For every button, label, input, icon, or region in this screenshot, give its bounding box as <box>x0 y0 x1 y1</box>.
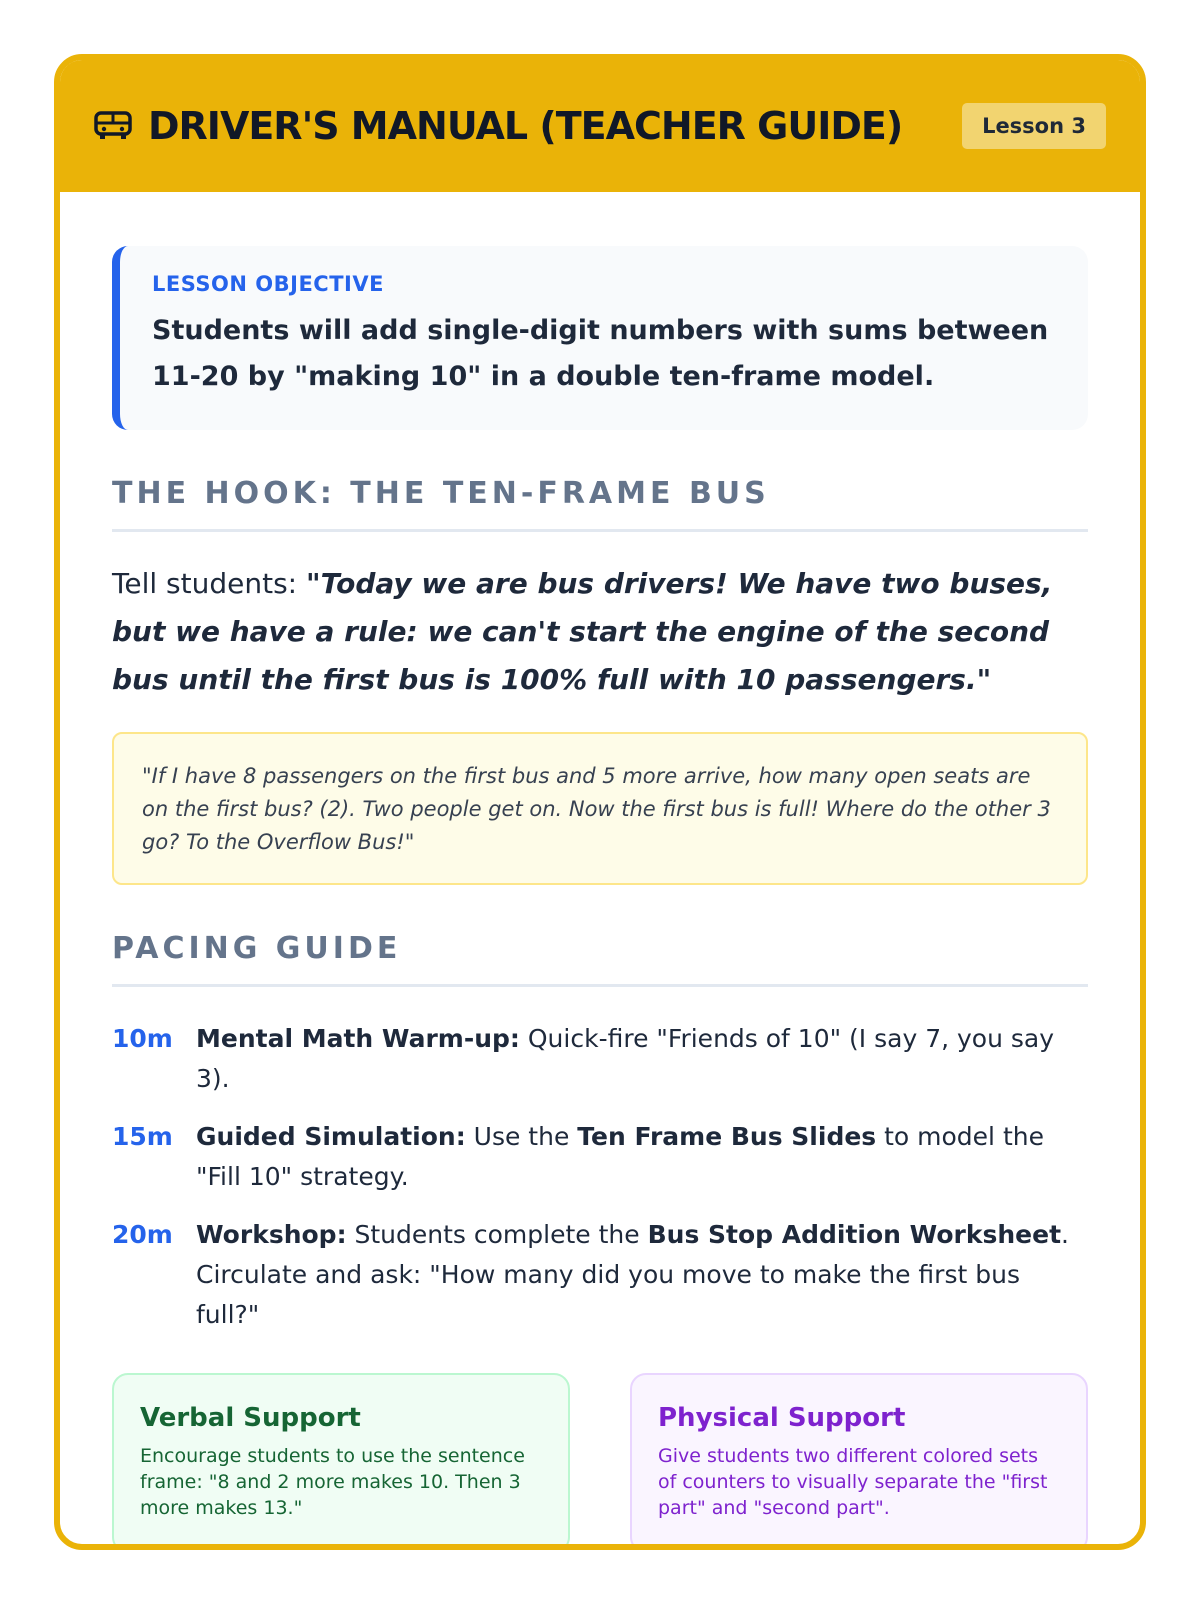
physical-support-box <box>630 1373 1088 1550</box>
support-section <box>112 1373 1088 1550</box>
hook-paragraph <box>112 560 1088 704</box>
pacing-time: 20m <box>112 1220 173 1249</box>
pacing-item <box>112 1215 1088 1335</box>
hook-intro: Tell students: <box>112 567 298 600</box>
pacing-heading: PACING GUIDE <box>112 931 1088 987</box>
page-title: DRIVER'S MANUAL (TEACHER GUIDE) <box>148 104 903 148</box>
pacing-label: Workshop: <box>196 1220 347 1249</box>
pacing-text: to model the "Fill 10" strategy. <box>196 1122 1044 1191</box>
bus-icon <box>94 111 132 141</box>
physical-support-title: Physical Support <box>658 1403 906 1433</box>
verbal-support-title: Verbal Support <box>140 1403 361 1433</box>
pacing-label: Mental Math Warm-up: <box>196 1024 520 1053</box>
teacher-guide-card <box>54 54 1146 1550</box>
objective-label: LESSON OBJECTIVE <box>152 272 384 296</box>
resource-name: Ten Frame Bus Slides <box>577 1122 877 1151</box>
pacing-time: 10m <box>112 1024 173 1053</box>
hook-quote: "Today we are bus drivers! We have two buses, but we have a rule: we can't start the engine of the second bus until the first bus is 100% full with 10 passengers." <box>112 567 1053 696</box>
pacing-text: Students complete the <box>346 1220 648 1249</box>
pacing-description <box>196 1215 1088 1335</box>
pacing-description <box>196 1117 1088 1197</box>
verbal-support-text: Encourage students to use the sentence frame: "8 and 2 more makes 10. Then 3 more makes 13." <box>140 1445 525 1519</box>
pacing-item <box>112 1117 1088 1197</box>
resource-name: Bus Stop Addition Worksheet <box>647 1220 1062 1249</box>
hook-example-text: "If I have 8 passengers on the first bus and 5 more arrive, how many open seats are on the first bus? (2). Two people get on. Now the first bus is full! Where do the other 3 go? To the Overflow Bus!" <box>142 764 1051 854</box>
hook-example-box <box>112 732 1088 885</box>
pacing-list <box>112 1019 1088 1335</box>
objective-text: Students will add single-digit numbers with sums between 11-20 by "making 10" in a double ten-frame model. <box>152 315 1049 392</box>
lesson-badge: Lesson 3 <box>962 103 1106 149</box>
physical-support-text: Give students two different colored sets of counters to visually separate the "first part" and "second part". <box>658 1445 1048 1519</box>
lesson-objective-box <box>112 246 1088 430</box>
pacing-text: . Circulate and ask: "How many did you move to make the first bus full?" <box>196 1220 1069 1329</box>
card-content <box>60 192 1140 1550</box>
hook-heading: THE HOOK: THE TEN-FRAME BUS <box>112 476 1088 532</box>
verbal-support-box <box>112 1373 570 1550</box>
header-title-group <box>94 104 902 148</box>
pacing-description <box>196 1019 1088 1099</box>
pacing-item <box>112 1019 1088 1099</box>
pacing-time: 15m <box>112 1122 173 1151</box>
pacing-text: Use the <box>465 1122 578 1151</box>
pacing-text: Quick-fire "Friends of 10" (I say 7, you say 3). <box>196 1024 1055 1093</box>
pacing-label: Guided Simulation: <box>196 1122 466 1151</box>
card-header <box>60 60 1140 192</box>
